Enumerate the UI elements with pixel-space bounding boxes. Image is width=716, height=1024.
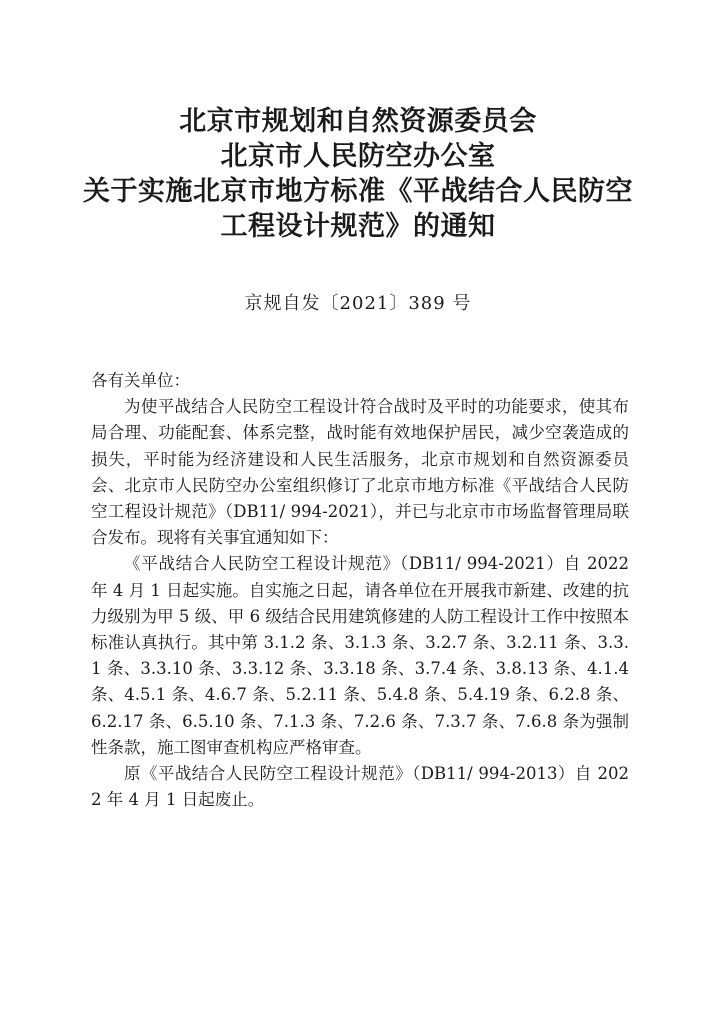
notice-title	[0, 104, 716, 244]
title-line-2: 北京市人民防空办公室	[220, 141, 496, 172]
notice-body	[91, 368, 629, 813]
paragraph-1: 为使平战结合人民防空工程设计符合战时及平时的功能要求，使其布局合理、功能配套、体系完整，战时能有效地保护居民，减少空袭造成的损失，平时能为经济建设和人民生活服务，北京市规划和自然资源委员会、北京市人民防空办公室组织修订了北京市地方标准《平战结合人民防空工程设计规范》（DB11/ 994-2021），并已与北京市市场监督管理局联合发布。现将有关事宜通知如下：	[91, 397, 629, 548]
paragraph-2: 《平战结合人民防空工程设计规范》（DB11/ 994-2021）自 2022 年 4 月 1 日起实施。自实施之日起，请各单位在开展我市新建、改建的抗力级别为甲 5 级、甲 6 级结合民用建筑修建的人防工程设计工作中按照本标准认真执行。其中第 3.1.2 条、3.1.3 条、3.2.7 条、3.2.11 条、3.3.1 条、3.3.10 条、3.3.12 条、3.3.18 条、3.7.4 条、3.8.13 条、4.1.4 条、4.5.1 条、4.6.7 条、5.2.11 条、5.4.8 条、5.4.19 条、6.2.8 条、6.2.17 条、6.5.10 条、7.1.3 条、7.2.6 条、7.3.7 条、7.6.8 条为强制性条款，施工图审查机构应严格审查。	[91, 554, 629, 757]
title-line-3: 关于实施北京市地方标准《平战结合人民防空	[83, 176, 633, 207]
paragraph-3: 原《平战结合人民防空工程设计规范》（DB11/ 994-2013）自 2022 年 4 月 1 日起废止。	[91, 764, 629, 810]
document-number: 京规自发〔2021〕389 号	[244, 293, 472, 314]
salutation: 各有关单位：	[91, 371, 190, 390]
title-line-4: 工程设计规范》的通知	[220, 211, 496, 242]
title-line-1: 北京市规划和自然资源委员会	[179, 106, 537, 137]
